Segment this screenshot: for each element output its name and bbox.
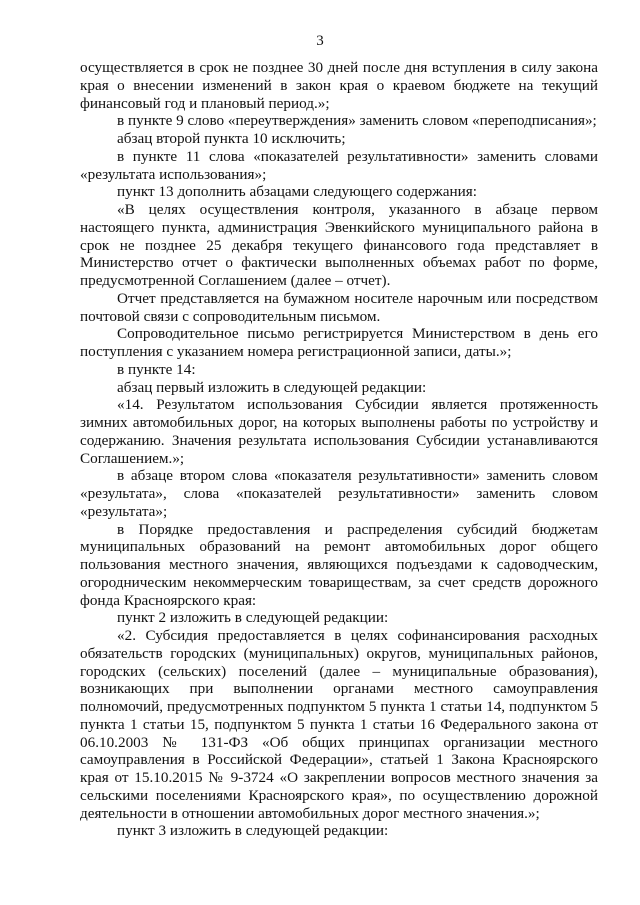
paragraph: в пункте 9 слово «переутверждения» заменить словом «переподписания»; xyxy=(117,112,597,130)
paragraph: «14. Результатом использования Субсидии является протяженность зимних автомобильных дорог, на которых выполнены работы по устройству и содержанию. Значения результата использования Субсидии устанавливаются Соглашением.»; xyxy=(80,396,598,467)
paragraph: пункт 3 изложить в следующей редакции: xyxy=(117,822,389,840)
paragraph: в пункте 11 слова «показателей результативности» заменить словами «результата использования»; xyxy=(80,147,598,183)
paragraph: абзац первый изложить в следующей редакции: xyxy=(117,378,427,396)
paragraph: пункт 2 изложить в следующей редакции: xyxy=(117,609,389,627)
paragraph-continuation: осуществляется в срок не позднее 30 дней после дня вступления в силу закона края о внесении изменений в закон края о краевом бюджете на текущий финансовый год и плановый период.»; xyxy=(80,59,598,112)
paragraph: в пункте 14: xyxy=(117,360,196,378)
paragraph: «2. Субсидия предоставляется в целях софинансирования расходных обязательств городских (муниципальных) округов, муниципальных районов, городских (сельских) поселений (далее – муниципальные образования), возникающих при выполнении органами местного самоуправления полномочий, предусмотренных подпунктом 5 пункта 1 статьи 14, подпунктом 5 пункта 1 статьи 15, подпунктом 5 пункта 1 статьи 16 Федерального закона от 06.10.2003 № 131-ФЗ «Об общих принципах организации местного самоуправления в Российской Федерации», статьей 1 Закона Красноярского края от 15.10.2015 № 9-3724 «О закреплении вопросов местного значения за сельскими поселениями Красноярского края», по осуществлению дорожной деятельности в отношении автомобильных дорог местного значения.»; xyxy=(80,627,598,822)
paragraph: в Порядке предоставления и распределения субсидий бюджетам муниципальных образований на ремонт автомобильных дорог общего пользования местного значения, являющихся подъездами к садоводческим, огородническим некоммерческим товариществам, за счет средств дорожного фонда Красноярского края: xyxy=(80,520,598,609)
paragraph: «В целях осуществления контроля, указанного в абзаце первом настоящего пункта, администрация Эвенкийского муниципального района в срок не позднее 25 декабря текущего финансового года представляет в Министерство отчет о фактически выполненных объемах работ по форме, предусмотренной Соглашением (далее – отчет). xyxy=(80,201,598,289)
page-number: 3 xyxy=(316,33,324,49)
paragraph: Сопроводительное письмо регистрируется Министерством в день его поступления с указанием номера регистрационной записи, даты.»; xyxy=(80,325,598,360)
document-body xyxy=(80,59,598,840)
paragraph: пункт 13 дополнить абзацами следующего содержания: xyxy=(117,183,477,201)
paragraph: Отчет представляется на бумажном носителе нарочным или посредством почтовой связи с сопроводительным письмом. xyxy=(80,289,598,325)
paragraph: абзац второй пункта 10 исключить; xyxy=(117,130,346,147)
paragraph: в абзаце втором слова «показателя результативности» заменить словом «результата», слова «показателей результативности» заменить словом «результата»; xyxy=(80,467,598,520)
